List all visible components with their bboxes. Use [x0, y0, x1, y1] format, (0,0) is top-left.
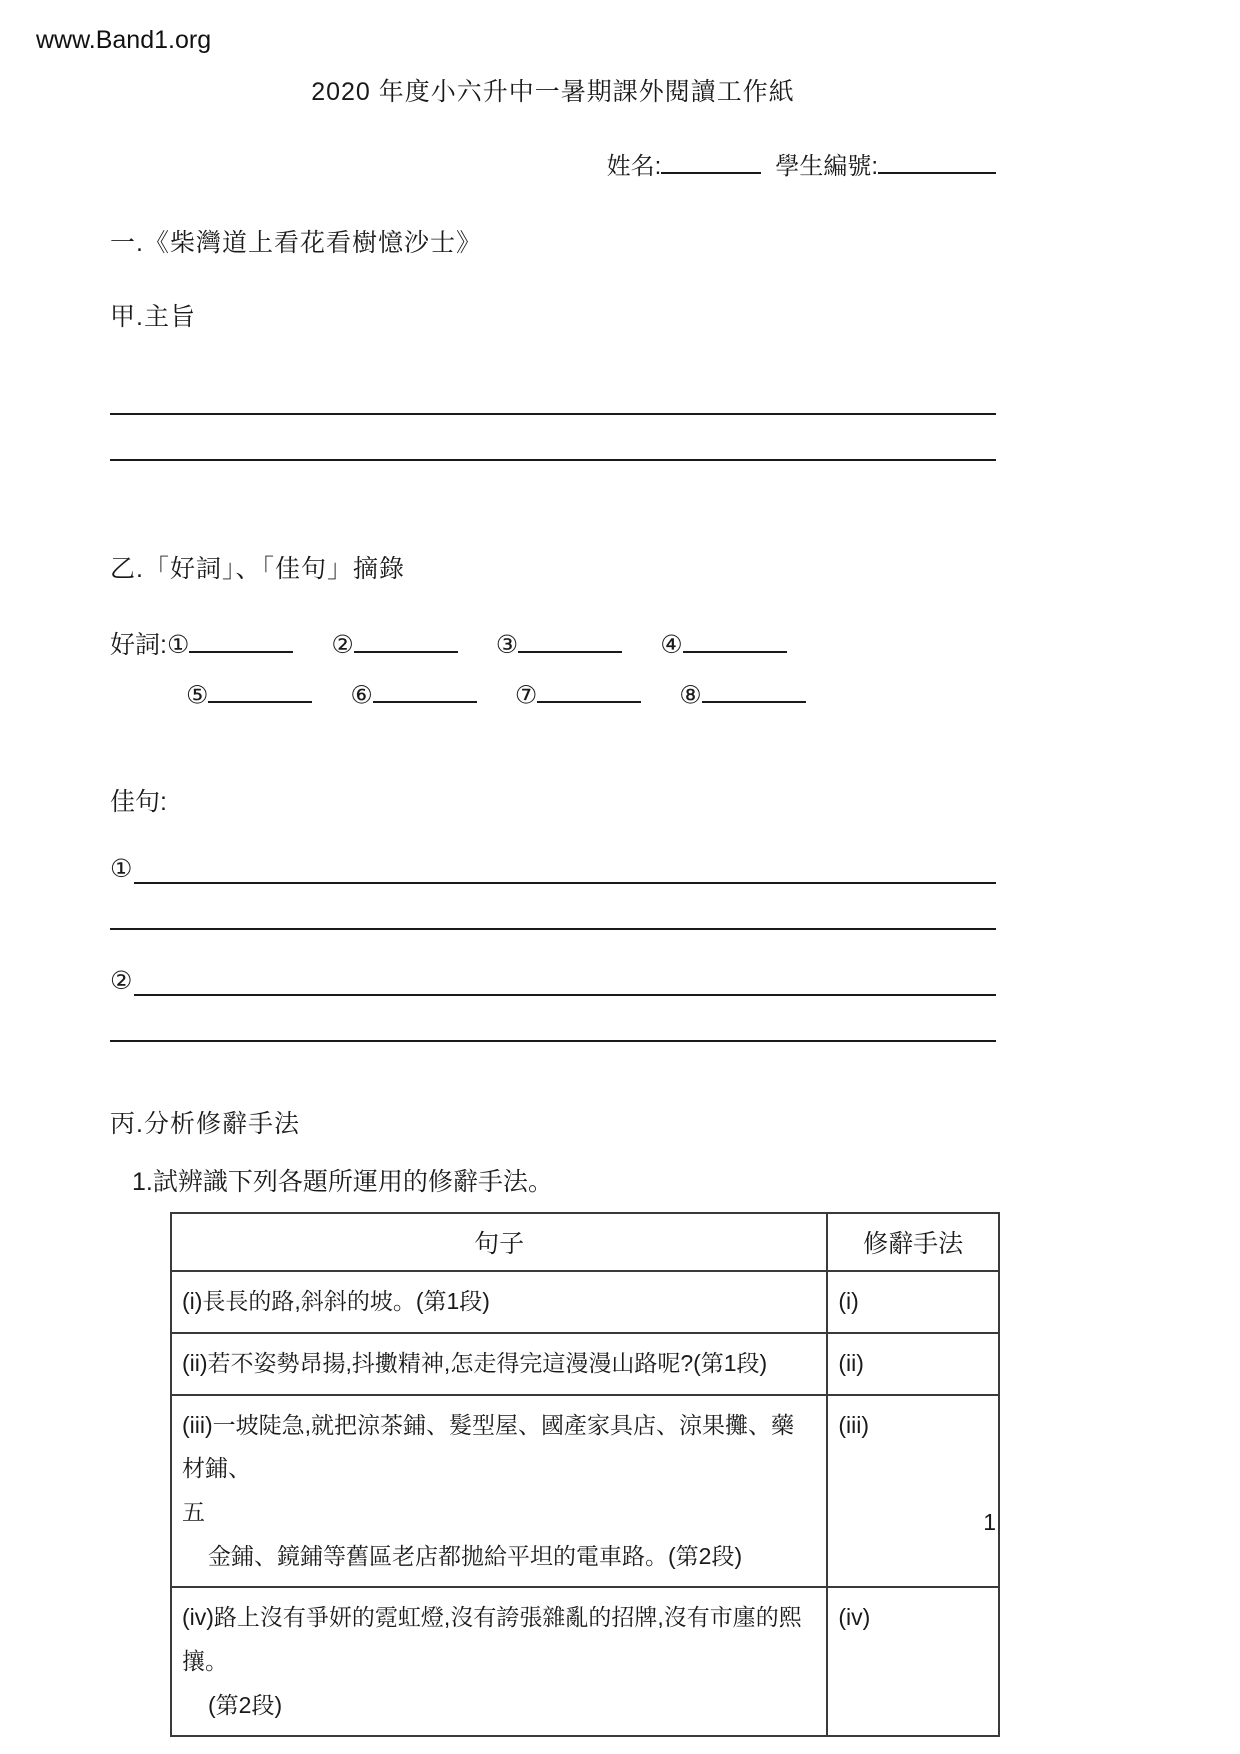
student-id-label: 學生編號: — [775, 153, 878, 180]
page-content — [110, 0, 996, 1737]
word-number: ⑦ — [514, 681, 538, 710]
word-blank-field — [208, 677, 312, 703]
answer-line — [110, 375, 996, 415]
good-words-row-2 — [110, 677, 996, 710]
sentence-text: (第2段) — [208, 1691, 283, 1718]
rhetoric-table — [170, 1212, 1000, 1737]
name-label: 姓名: — [606, 153, 662, 180]
part-c-heading: 丙.分析修辭手法 — [110, 1110, 300, 1139]
answer-cell: (i) — [827, 1271, 999, 1333]
good-words-row-1 — [110, 625, 996, 661]
answer-cell: (iv) — [827, 1587, 999, 1736]
name-id-line — [110, 146, 996, 181]
answer-line — [110, 421, 996, 461]
column-header-rhetoric: 修辭手法 — [827, 1213, 999, 1271]
sentence-text: (iv)路上沒有爭妍的霓虹燈,沒有誇張雜亂的招牌,沒有市廛的熙攘。 — [182, 1604, 802, 1675]
good-sentences-label: 佳句: — [110, 788, 167, 817]
good-words-label: 好詞: — [110, 631, 167, 659]
column-header-sentence: 句子 — [171, 1213, 827, 1271]
part-a-heading: 甲.主旨 — [110, 303, 196, 331]
word-blank-field — [683, 627, 787, 653]
site-url: www.Band1.org — [36, 26, 212, 54]
name-blank-field — [661, 149, 761, 174]
part-b-heading: 乙.「好詞」、「佳句」摘錄 — [110, 555, 405, 583]
answer-cell: (iii) — [827, 1395, 999, 1588]
word-number: ① — [166, 631, 190, 659]
student-id-blank-field — [878, 149, 996, 174]
section-heading: 一.《柴灣道上看花看樹憶沙士》 — [110, 229, 482, 257]
sentence-text: (i)長長的路,斜斜的坡。(第1段) — [182, 1288, 490, 1315]
table-row — [171, 1333, 999, 1395]
sentence-number: ① — [110, 855, 133, 884]
sentence-number: ② — [110, 967, 133, 996]
word-number: ② — [331, 631, 354, 659]
answer-line — [110, 996, 996, 1042]
page-title: 2020 年度小六升中一暑期課外閱讀工作紙 — [311, 78, 795, 106]
answer-line — [134, 846, 996, 884]
word-blank-field — [373, 677, 477, 703]
word-number: ⑥ — [350, 681, 373, 710]
sentence-block-2 — [110, 958, 996, 1042]
word-blank-field — [189, 627, 293, 653]
page-number: 1 — [983, 1509, 996, 1535]
sentence-text: 金鋪、鏡鋪等舊區老店都拋給平坦的電車路。(第2段) — [208, 1542, 743, 1569]
table-row — [171, 1271, 999, 1333]
sentence-block-1 — [110, 846, 996, 930]
word-number: ⑧ — [679, 681, 702, 710]
instruction-text: 1.試辨識下列各題所運用的修辭手法。 — [132, 1168, 553, 1197]
sentence-text: (ii)若不姿勢昂揚,抖擻精神,怎走得完這漫漫山路呢?(第1段) — [182, 1349, 768, 1376]
word-blank-field — [354, 627, 458, 653]
word-blank-field — [702, 677, 806, 703]
table-row — [171, 1587, 999, 1736]
table-row — [171, 1395, 999, 1588]
word-number: ③ — [495, 631, 519, 659]
answer-line — [110, 884, 996, 930]
word-blank-field — [518, 627, 622, 653]
table-header-row — [171, 1213, 999, 1271]
sentence-text: 五 — [182, 1499, 205, 1525]
answer-cell: (ii) — [827, 1333, 999, 1395]
answer-line — [134, 958, 996, 996]
word-number: ⑤ — [186, 681, 209, 710]
word-number: ④ — [660, 631, 683, 659]
sentence-text: (iii)一坡陡急,就把涼茶鋪、髮型屋、國產家具店、涼果攤、藥材鋪、 — [182, 1411, 795, 1482]
word-blank-field — [537, 677, 641, 703]
